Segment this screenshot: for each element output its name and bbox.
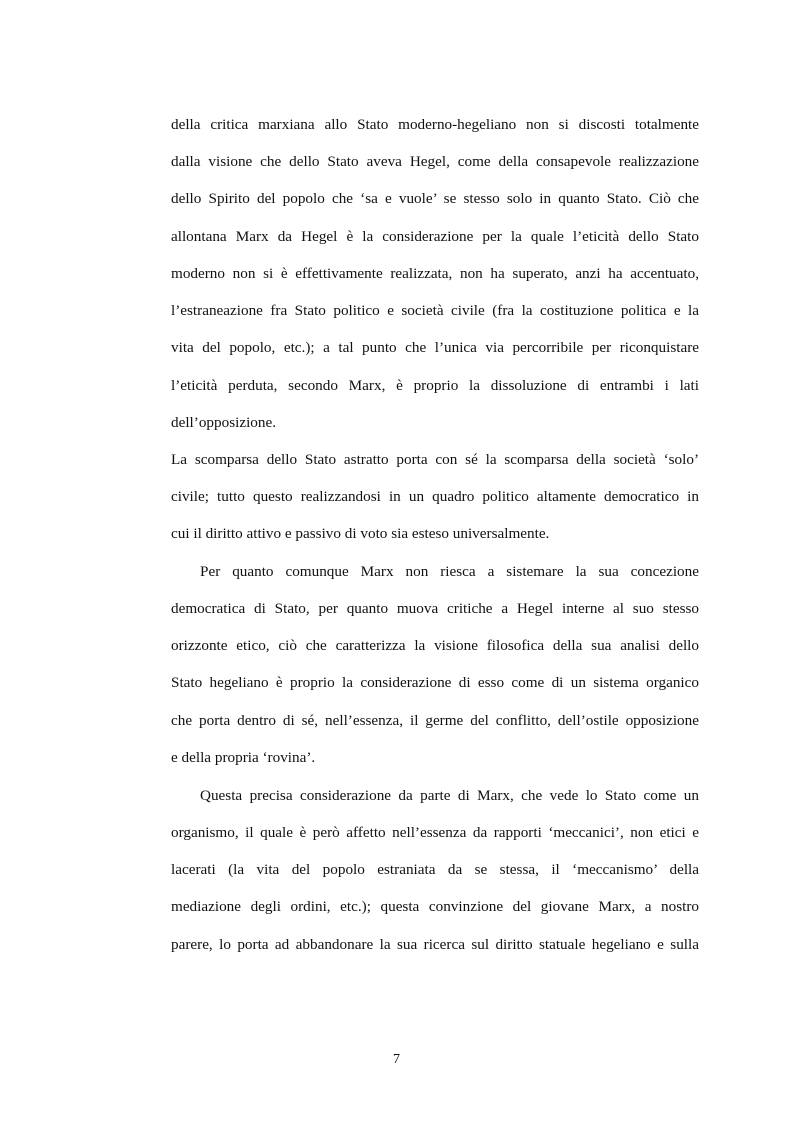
- text-line: dello Spirito del popolo che ‘sa e vuole’ se stesso solo in quanto Stato. Ciò che: [171, 190, 699, 207]
- text-line: e della propria ‘rovina’.: [171, 749, 316, 766]
- text-line: organismo, il quale è però affetto nell’essenza da rapporti ‘meccanici’, non etici e: [171, 824, 699, 841]
- text-line: democratica di Stato, per quanto muova critiche a Hegel interne al suo stesso: [171, 600, 699, 617]
- text-line: dell’opposizione.: [171, 414, 277, 431]
- text-line: Questa precisa considerazione da parte di Marx, che vede lo Stato come un: [200, 787, 699, 804]
- text-line: La scomparsa dello Stato astratto porta con sé la scomparsa della società ‘solo’: [171, 451, 699, 468]
- text-line: l’estraneazione fra Stato politico e società civile (fra la costituzione politica e la: [171, 302, 699, 319]
- text-line: lacerati (la vita del popolo estraniata da se stessa, il ‘meccanismo’ della: [171, 861, 699, 878]
- text-line: allontana Marx da Hegel è la considerazione per la quale l’eticità dello Stato: [171, 228, 699, 245]
- text-line: Per quanto comunque Marx non riesca a sistemare la sua concezione: [200, 563, 699, 580]
- text-line: moderno non si è effettivamente realizzata, non ha superato, anzi ha accentuato,: [171, 265, 699, 282]
- text-line: che porta dentro di sé, nell’essenza, il germe del conflitto, dell’ostile opposizione: [171, 712, 699, 729]
- text-line: parere, lo porta ad abbandonare la sua ricerca sul diritto statuale hegeliano e sulla: [171, 936, 699, 953]
- page-number: 7: [393, 1052, 400, 1067]
- text-line: l’eticità perduta, secondo Marx, è proprio la dissoluzione di entrambi i lati: [171, 377, 699, 394]
- text-line: mediazione degli ordini, etc.); questa convinzione del giovane Marx, a nostro: [171, 898, 699, 915]
- text-line: orizzonte etico, ciò che caratterizza la visione filosofica della sua analisi dello: [171, 637, 699, 654]
- text-line: vita del popolo, etc.); a tal punto che l’unica via percorribile per riconquistare: [171, 339, 699, 356]
- text-line: dalla visione che dello Stato aveva Hegel, come della consapevole realizzazione: [171, 153, 699, 170]
- text-line: Stato hegeliano è proprio la considerazione di esso come di un sistema organico: [171, 674, 699, 691]
- text-line: della critica marxiana allo Stato moderno-hegeliano non si discosti totalmente: [171, 116, 699, 133]
- text-line: cui il diritto attivo e passivo di voto sia esteso universalmente.: [171, 525, 550, 542]
- text-line: civile; tutto questo realizzandosi in un quadro politico altamente democratico in: [171, 488, 699, 505]
